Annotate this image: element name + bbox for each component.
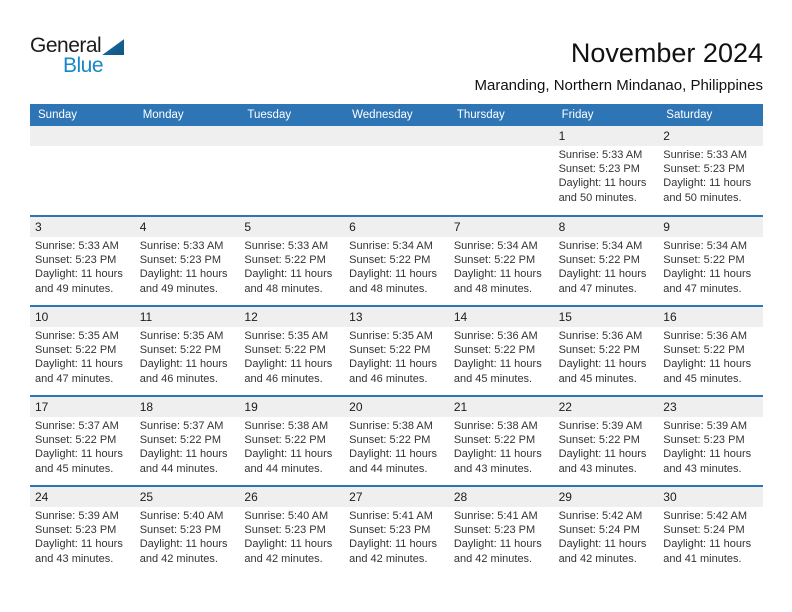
day-detail-daylight2: and 45 minutes.: [35, 462, 114, 475]
day-detail-daylight1: Daylight: 11 hours: [349, 538, 437, 551]
title-block: [474, 38, 763, 94]
calendar-week-row: [30, 485, 763, 575]
day-detail-daylight1: Daylight: 11 hours: [558, 448, 647, 461]
day-detail-daylight1: Daylight: 11 hours: [139, 268, 228, 281]
day-detail-sunrise: Sunrise: 5:35 AM: [244, 330, 329, 342]
day-number: 6: [349, 220, 356, 234]
day-detail-daylight1: Daylight: 11 hours: [663, 358, 752, 371]
day-details: [344, 329, 449, 386]
day-details: [658, 509, 763, 566]
day-details: [554, 148, 659, 205]
week-dates-row: [30, 397, 763, 417]
day-detail-daylight2: and 42 minutes.: [558, 552, 637, 565]
day-detail-daylight2: and 50 minutes.: [558, 191, 637, 204]
day-detail-sunrise: Sunrise: 5:38 AM: [453, 420, 538, 432]
day-detail-sunset: Sunset: 5:22 PM: [558, 434, 640, 447]
day-detail-daylight2: and 48 minutes.: [244, 282, 323, 295]
day-number: 16: [663, 310, 677, 324]
day-detail-sunset: Sunset: 5:22 PM: [244, 254, 326, 267]
day-details: [449, 419, 554, 476]
day-number: 2: [663, 129, 670, 143]
day-detail-sunset: Sunset: 5:23 PM: [139, 524, 222, 537]
day-number: 13: [349, 310, 363, 324]
day-number: [449, 126, 554, 146]
day-detail-daylight2: and 47 minutes.: [35, 372, 114, 385]
day-detail-daylight2: and 44 minutes.: [244, 462, 323, 475]
day-detail-sunset: Sunset: 5:22 PM: [244, 434, 326, 447]
day-detail-daylight1: Daylight: 11 hours: [453, 538, 542, 551]
day-detail-sunrise: Sunrise: 5:33 AM: [139, 240, 224, 252]
day-detail-sunset: Sunset: 5:22 PM: [139, 344, 222, 357]
day-detail-sunrise: Sunrise: 5:42 AM: [558, 510, 643, 522]
day-number: 18: [139, 400, 154, 414]
day-number: 21: [453, 400, 468, 414]
day-details: [239, 419, 344, 476]
day-number: 26: [244, 490, 258, 504]
day-details: [239, 148, 344, 205]
week-details-row: [30, 327, 763, 386]
logo-text-general: General: [30, 34, 102, 57]
day-details: [658, 329, 763, 386]
day-details: [554, 329, 659, 386]
day-detail-sunset: Sunset: 5:22 PM: [35, 434, 117, 447]
day-details: [449, 329, 554, 386]
day-details: [135, 419, 240, 476]
day-details: [30, 509, 135, 566]
day-detail-sunrise: Sunrise: 5:36 AM: [558, 330, 643, 342]
weekday-header-cell: Sunday: [38, 109, 78, 121]
week-dates-row: [30, 307, 763, 327]
day-number: [344, 126, 449, 146]
day-detail-daylight1: Daylight: 11 hours: [139, 448, 228, 461]
day-number: 23: [663, 400, 677, 414]
day-detail-daylight2: and 41 minutes.: [663, 552, 742, 565]
day-detail-sunrise: Sunrise: 5:34 AM: [349, 240, 433, 252]
day-detail-sunset: Sunset: 5:22 PM: [453, 434, 536, 447]
day-detail-sunrise: Sunrise: 5:33 AM: [663, 149, 748, 161]
day-detail-sunset: Sunset: 5:22 PM: [453, 344, 536, 357]
day-detail-daylight2: and 42 minutes.: [453, 552, 533, 565]
week-details-row: [30, 146, 763, 205]
day-detail-sunset: Sunset: 5:22 PM: [349, 254, 431, 267]
day-detail-daylight1: Daylight: 11 hours: [663, 448, 752, 461]
day-detail-daylight1: Daylight: 11 hours: [35, 268, 123, 281]
day-number: 20: [349, 400, 363, 414]
day-detail-daylight2: and 46 minutes.: [139, 372, 218, 385]
day-detail-sunset: Sunset: 5:24 PM: [663, 524, 745, 537]
day-detail-daylight1: Daylight: 11 hours: [349, 268, 437, 281]
day-detail-sunset: Sunset: 5:22 PM: [558, 344, 640, 357]
day-detail-daylight2: and 43 minutes.: [35, 552, 114, 565]
day-number: 17: [35, 400, 49, 414]
day-detail-sunset: Sunset: 5:22 PM: [139, 434, 222, 447]
day-details: [30, 329, 135, 386]
day-detail-sunrise: Sunrise: 5:34 AM: [453, 240, 538, 252]
general-blue-logo: [30, 36, 124, 76]
day-detail-sunset: Sunset: 5:22 PM: [35, 344, 117, 357]
weekday-header-cell: Thursday: [456, 109, 505, 121]
day-detail-daylight2: and 42 minutes.: [139, 552, 218, 565]
day-detail-sunrise: Sunrise: 5:37 AM: [35, 420, 119, 432]
day-detail-daylight2: and 47 minutes.: [663, 282, 742, 295]
day-detail-sunrise: Sunrise: 5:34 AM: [558, 240, 643, 252]
day-detail-daylight1: Daylight: 11 hours: [453, 358, 542, 371]
day-detail-sunrise: Sunrise: 5:34 AM: [663, 240, 748, 252]
day-detail-sunset: Sunset: 5:23 PM: [663, 434, 745, 447]
day-detail-daylight2: and 49 minutes.: [139, 282, 218, 295]
day-detail-daylight2: and 43 minutes.: [558, 462, 637, 475]
day-detail-sunrise: Sunrise: 5:40 AM: [139, 510, 224, 522]
day-detail-sunset: Sunset: 5:22 PM: [349, 434, 431, 447]
day-detail-sunrise: Sunrise: 5:39 AM: [663, 420, 748, 432]
day-detail-daylight1: Daylight: 11 hours: [663, 268, 752, 281]
day-detail-daylight2: and 44 minutes.: [349, 462, 428, 475]
day-detail-daylight2: and 42 minutes.: [349, 552, 428, 565]
day-detail-daylight1: Daylight: 11 hours: [558, 538, 647, 551]
day-detail-daylight2: and 43 minutes.: [663, 462, 742, 475]
day-detail-daylight2: and 45 minutes.: [453, 372, 533, 385]
day-number: 30: [663, 490, 677, 504]
calendar-week-row: [30, 395, 763, 485]
day-detail-sunrise: Sunrise: 5:42 AM: [663, 510, 748, 522]
week-dates-row: [30, 126, 763, 146]
day-details: [135, 329, 240, 386]
day-details: [135, 239, 240, 296]
day-details: [344, 148, 449, 205]
calendar-table: [30, 104, 763, 575]
day-detail-daylight1: Daylight: 11 hours: [453, 448, 542, 461]
day-detail-daylight2: and 48 minutes.: [349, 282, 428, 295]
day-detail-daylight2: and 49 minutes.: [35, 282, 114, 295]
day-number: 11: [139, 310, 153, 324]
day-number: 28: [453, 490, 468, 504]
day-number: 24: [35, 490, 49, 504]
day-detail-daylight1: Daylight: 11 hours: [558, 177, 647, 190]
day-details: [135, 148, 240, 205]
day-details: [30, 419, 135, 476]
day-details: [239, 509, 344, 566]
day-number: 15: [558, 310, 572, 324]
day-detail-sunrise: Sunrise: 5:33 AM: [558, 149, 643, 161]
day-detail-daylight1: Daylight: 11 hours: [349, 448, 437, 461]
day-detail-sunset: Sunset: 5:22 PM: [453, 254, 536, 267]
day-detail-daylight1: Daylight: 11 hours: [244, 358, 333, 371]
day-detail-sunrise: Sunrise: 5:37 AM: [139, 420, 224, 432]
day-details: [30, 239, 135, 296]
day-number: 7: [453, 220, 461, 234]
day-details: [239, 329, 344, 386]
day-detail-sunset: Sunset: 5:23 PM: [139, 254, 222, 267]
weekday-header-row: [30, 104, 763, 126]
day-details: [344, 239, 449, 296]
day-number: 10: [35, 310, 49, 324]
page-subtitle: Maranding, Northern Mindanao, Philippines: [474, 77, 763, 94]
day-number: 14: [453, 310, 468, 324]
logo-triangle-icon: [102, 39, 124, 55]
day-detail-daylight1: Daylight: 11 hours: [35, 538, 123, 551]
day-details: [554, 509, 659, 566]
day-detail-sunrise: Sunrise: 5:41 AM: [453, 510, 538, 522]
day-details: [449, 509, 554, 566]
day-details: [658, 419, 763, 476]
day-detail-daylight2: and 46 minutes.: [349, 372, 428, 385]
day-details: [449, 148, 554, 205]
day-detail-sunset: Sunset: 5:23 PM: [558, 163, 640, 176]
day-detail-sunrise: Sunrise: 5:40 AM: [244, 510, 329, 522]
day-number: 4: [139, 220, 147, 234]
day-detail-sunset: Sunset: 5:22 PM: [558, 254, 640, 267]
day-detail-sunset: Sunset: 5:22 PM: [663, 344, 745, 357]
day-detail-daylight2: and 46 minutes.: [244, 372, 323, 385]
calendar-week-row: [30, 126, 763, 215]
calendar-week-row: [30, 215, 763, 305]
day-detail-daylight2: and 42 minutes.: [244, 552, 323, 565]
weekday-header-cell: Friday: [561, 109, 594, 121]
day-detail-daylight2: and 45 minutes.: [663, 372, 742, 385]
week-dates-row: [30, 217, 763, 237]
day-detail-daylight1: Daylight: 11 hours: [349, 358, 437, 371]
week-dates-row: [30, 487, 763, 507]
day-detail-daylight1: Daylight: 11 hours: [558, 268, 647, 281]
day-detail-sunset: Sunset: 5:22 PM: [663, 254, 745, 267]
day-detail-sunrise: Sunrise: 5:33 AM: [244, 240, 329, 252]
day-detail-sunrise: Sunrise: 5:39 AM: [35, 510, 119, 522]
day-number: 25: [139, 490, 154, 504]
day-detail-sunrise: Sunrise: 5:38 AM: [244, 420, 329, 432]
day-detail-sunset: Sunset: 5:23 PM: [244, 524, 326, 537]
day-number: [135, 126, 240, 146]
day-detail-sunrise: Sunrise: 5:35 AM: [349, 330, 433, 342]
day-detail-daylight1: Daylight: 11 hours: [663, 538, 752, 551]
day-detail-sunset: Sunset: 5:23 PM: [35, 524, 117, 537]
day-details: [30, 148, 135, 205]
day-number: 29: [558, 490, 572, 504]
weekday-header-cell: Wednesday: [352, 109, 413, 121]
day-detail-sunset: Sunset: 5:23 PM: [663, 163, 745, 176]
day-details: [658, 239, 763, 296]
day-detail-sunrise: Sunrise: 5:36 AM: [663, 330, 748, 342]
day-detail-sunrise: Sunrise: 5:35 AM: [35, 330, 119, 342]
day-detail-daylight1: Daylight: 11 hours: [139, 358, 228, 371]
day-details: [449, 239, 554, 296]
day-number: 12: [244, 310, 258, 324]
day-detail-daylight2: and 48 minutes.: [453, 282, 533, 295]
day-detail-sunset: Sunset: 5:22 PM: [349, 344, 431, 357]
day-details: [554, 239, 659, 296]
day-number: 3: [35, 220, 42, 234]
day-detail-sunrise: Sunrise: 5:33 AM: [35, 240, 119, 252]
day-detail-daylight2: and 47 minutes.: [558, 282, 637, 295]
day-number: 27: [349, 490, 363, 504]
day-number: 19: [244, 400, 258, 414]
day-number: 9: [663, 220, 670, 234]
day-detail-daylight1: Daylight: 11 hours: [558, 358, 647, 371]
page-title: November 2024: [570, 38, 763, 68]
day-number: 22: [558, 400, 572, 414]
weekday-header-cell: Monday: [142, 109, 184, 121]
day-detail-sunrise: Sunrise: 5:39 AM: [558, 420, 643, 432]
day-detail-sunset: Sunset: 5:23 PM: [453, 524, 536, 537]
calendar-week-row: [30, 305, 763, 395]
day-detail-sunset: Sunset: 5:23 PM: [349, 524, 431, 537]
week-details-row: [30, 237, 763, 296]
day-detail-daylight1: Daylight: 11 hours: [35, 448, 123, 461]
day-detail-daylight2: and 44 minutes.: [139, 462, 218, 475]
day-details: [344, 419, 449, 476]
day-details: [658, 148, 763, 205]
day-details: [239, 239, 344, 296]
day-detail-daylight1: Daylight: 11 hours: [35, 358, 123, 371]
day-number: [30, 126, 135, 146]
day-detail-daylight1: Daylight: 11 hours: [453, 268, 542, 281]
day-detail-sunset: Sunset: 5:24 PM: [558, 524, 640, 537]
day-number: 5: [244, 220, 252, 234]
weekday-header-cell: Saturday: [666, 109, 713, 121]
day-detail-daylight2: and 50 minutes.: [663, 191, 742, 204]
day-number: [239, 126, 344, 146]
week-details-row: [30, 417, 763, 476]
week-details-row: [30, 507, 763, 566]
day-detail-sunrise: Sunrise: 5:36 AM: [453, 330, 538, 342]
day-details: [554, 419, 659, 476]
day-detail-sunset: Sunset: 5:23 PM: [35, 254, 117, 267]
day-details: [344, 509, 449, 566]
day-detail-sunrise: Sunrise: 5:38 AM: [349, 420, 433, 432]
day-number: 8: [558, 220, 566, 234]
day-detail-sunrise: Sunrise: 5:35 AM: [139, 330, 224, 342]
day-detail-daylight2: and 43 minutes.: [453, 462, 533, 475]
calendar-weeks: [30, 126, 763, 575]
day-detail-daylight1: Daylight: 11 hours: [139, 538, 228, 551]
day-detail-daylight2: and 45 minutes.: [558, 372, 637, 385]
logo-text-blue: Blue: [63, 54, 104, 77]
day-number: 1: [558, 129, 566, 143]
day-detail-daylight1: Daylight: 11 hours: [244, 538, 333, 551]
day-detail-sunrise: Sunrise: 5:41 AM: [349, 510, 433, 522]
day-detail-daylight1: Daylight: 11 hours: [244, 448, 333, 461]
day-detail-sunset: Sunset: 5:22 PM: [244, 344, 326, 357]
day-details: [135, 509, 240, 566]
day-detail-daylight1: Daylight: 11 hours: [244, 268, 333, 281]
weekday-header-cell: Tuesday: [247, 109, 292, 121]
day-detail-daylight1: Daylight: 11 hours: [663, 177, 752, 190]
